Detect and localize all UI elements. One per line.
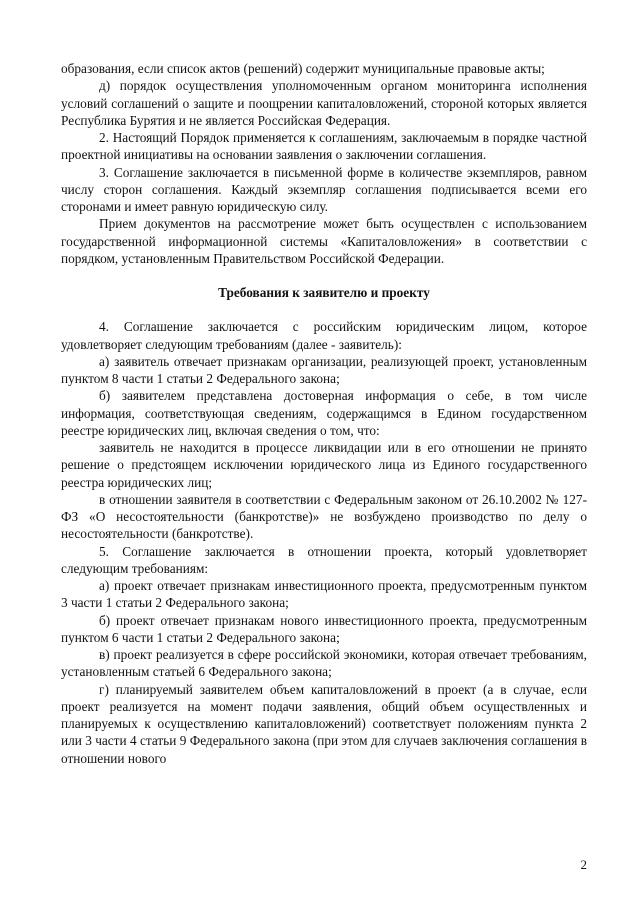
paragraph-4b-liquidation: заявитель не находится в процессе ликвидации или в его отношении не принято решение о предстоящем исключении юридического лица из Единого государственного реестра юридических лиц; <box>61 440 587 490</box>
paragraph-item-d: д) порядок осуществления уполномоченным органом мониторинга исполнения условий соглашений о защите и поощрении капиталовложений, стороной которых является Республика Бурятия и не является Российская Федерация. <box>61 78 587 128</box>
paragraph-continuation: образования, если список актов (решений) содержит муниципальные правовые акты; <box>61 61 545 76</box>
paragraph-4b-bankruptcy: в отношении заявителя в соответствии с Федеральным законом от 26.10.2002 № 127-ФЗ «О несостоятельности (банкротстве)» не возбуждено производство по делу о несостоятельности (банкротстве). <box>61 491 587 542</box>
paragraph-2: 2. Настоящий Порядок применяется к соглашениям, заключаемым в порядке частной проектной инициативы на основании заявления о заключении соглашения. <box>61 130 587 163</box>
paragraph-5: 5. Соглашение заключается в отношении проекта, который удовлетворяет следующим требованиям: <box>61 543 587 576</box>
paragraph-3: 3. Соглашение заключается в письменной форме в количестве экземпляров, равном числу сторон соглашения. Каждый экземпляр соглашения подписывается всеми его сторонами и имеет равную юридическую силу. <box>61 164 587 214</box>
paragraph-4b: б) заявителем представлена достоверная информация о себе, в том числе информация, соответствующая сведениям, содержащимся в Едином государственном реестре юридических лиц, включая сведения о том, что: <box>61 388 587 438</box>
page-number: 2 <box>580 857 587 872</box>
paragraph-reception: Прием документов на рассмотрение может быть осуществлен с использованием государственной информационной системы «Капиталовложения» в соответствии с порядком, установленным Правительством Российской Федерации. <box>61 216 587 266</box>
document-page <box>61 60 587 767</box>
paragraph-4: 4. Соглашение заключается с российским юридическим лицом, которое удовлетворяет следующим требованиям (далее - заявитель): <box>61 319 587 352</box>
paragraph-5g: г) планируемый заявителем объем капиталовложений в проект (а в случае, если проект реализуется на момент подачи заявления, общий объем осуществленных и планируемых к осуществлению капиталовложений) соответствует положениям пункта 2 или 3 части 4 статьи 9 Федерального закона (при этом для случаев заключения соглашения в отношении нового <box>61 681 587 766</box>
paragraph-5b: б) проект отвечает признакам нового инвестиционного проекта, предусмотренным пунктом 6 части 1 статьи 2 Федерального закона; <box>61 612 587 645</box>
paragraph-5v: в) проект реализуется в сфере российской экономики, которая отвечает требованиям, установленным статьей 6 Федерального закона; <box>61 647 587 680</box>
paragraph-4a: а) заявитель отвечает признакам организации, реализующей проект, установленным пунктом 8 части 1 статьи 2 Федерального закона; <box>61 353 587 386</box>
section-heading: Требования к заявителю и проекту <box>218 285 430 300</box>
paragraph-5a: а) проект отвечает признакам инвестиционного проекта, предусмотренным пунктом 3 части 1 статьи 2 Федерального закона; <box>61 578 587 611</box>
